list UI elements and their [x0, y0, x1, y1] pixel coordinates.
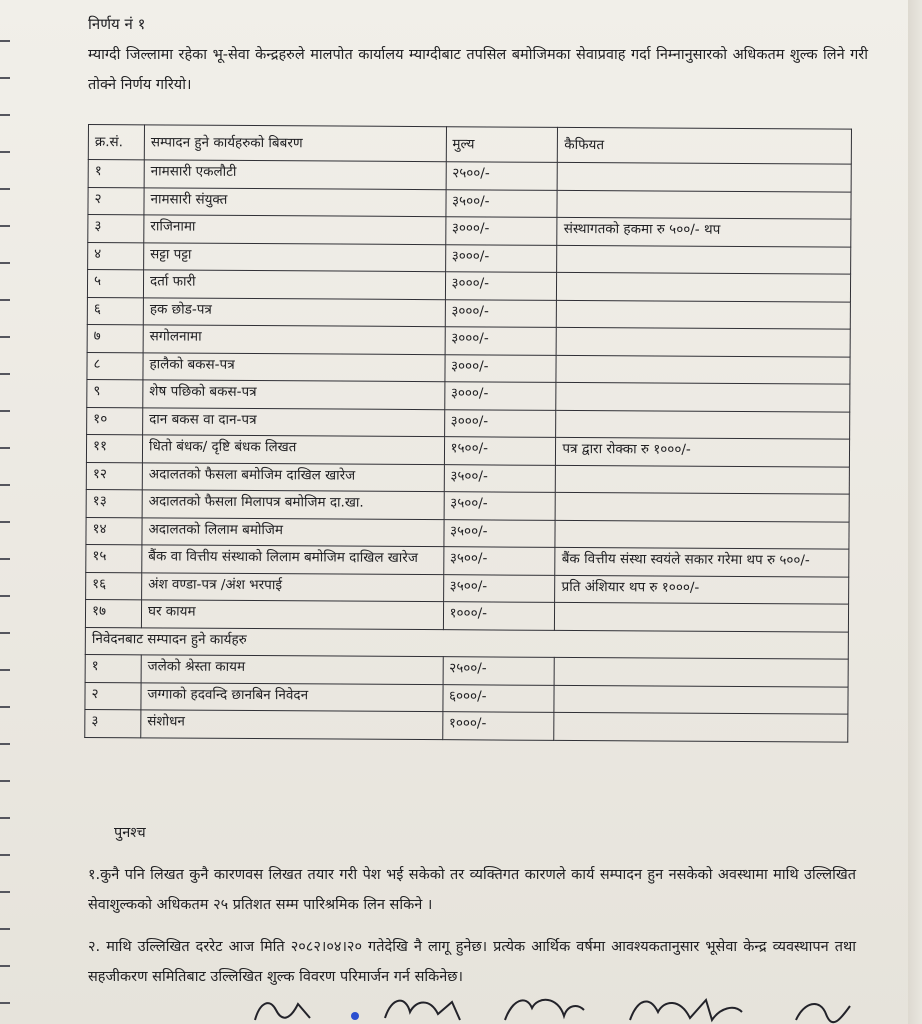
- margin-tick: [0, 706, 10, 708]
- remark-cell: [557, 300, 851, 329]
- price-cell: ३५००/-: [443, 547, 555, 575]
- margin-tick: [0, 188, 10, 190]
- margin-tick: [0, 373, 10, 375]
- signature-4: [630, 1000, 742, 1020]
- price-cell: ३०००/-: [444, 354, 556, 382]
- description-cell: अदालतको फैसला बमोजिम दाखिल खारेज: [142, 462, 444, 491]
- description-cell: हक छोड-पत्र: [143, 297, 445, 326]
- description-cell: अदालतको लिलाम बमोजिम: [142, 517, 444, 546]
- serial-cell: ६: [87, 297, 143, 325]
- description-cell: अदालतको फैसला मिलापत्र बमोजिम दा.खा.: [142, 490, 444, 519]
- serial-cell: २: [88, 187, 144, 215]
- margin-tick: [0, 299, 10, 301]
- serial-cell: १०: [87, 407, 143, 435]
- signatures: [160, 990, 920, 1024]
- signature-5: [796, 1004, 850, 1022]
- price-cell: ६०००/-: [442, 684, 554, 712]
- margin-tick: [0, 965, 10, 967]
- description-cell: दर्ता फारी: [143, 270, 445, 299]
- margin-tick: [0, 336, 10, 338]
- price-cell: ३५००/-: [444, 492, 556, 520]
- serial-cell: ७: [87, 324, 143, 352]
- header-serial: क्र.सं.: [88, 125, 144, 160]
- description-cell: बैंक वा वित्तीय संस्थाको लिलाम बमोजिम दाखिल खारेज: [142, 545, 444, 574]
- decision-title: निर्णय नं १: [88, 15, 146, 33]
- price-cell: ३०००/-: [444, 382, 556, 410]
- remark-cell: संस्थागतको हकमा रु ५००/- थप: [557, 217, 851, 246]
- serial-cell: १: [88, 160, 144, 188]
- description-cell: हालैको बकस-पत्र: [143, 352, 445, 381]
- serial-cell: १७: [85, 599, 141, 627]
- serial-cell: १३: [86, 489, 142, 517]
- decision-intro: म्याग्दी जिल्लामा रहेका भू-सेवा केन्द्रहरुले मालपोत कार्यालय म्याग्दीबाट तपसिल बमोजिमका सेवाप्रवाह गर्दा निम्नानुसारको अधिकतम शुल्क लिने गरी तोक्ने निर्णय गरियो।: [88, 47, 868, 93]
- description-cell: सट्टा पट्टा: [144, 242, 446, 271]
- margin-tick: [0, 40, 10, 42]
- remark-cell: [557, 162, 851, 191]
- price-cell: ३०००/-: [444, 409, 556, 437]
- price-cell: १५००/-: [444, 437, 556, 465]
- description-cell: नामसारी संयुक्त: [144, 187, 446, 216]
- remark-cell: [556, 355, 850, 384]
- signature-2: [385, 1001, 460, 1020]
- ink-stamp-dot: [351, 1012, 359, 1020]
- remark-cell: [556, 465, 850, 494]
- description-cell: अंश वण्डा-पत्र /अंश भरपाई: [142, 572, 444, 601]
- postscript-heading: पुनश्च: [114, 825, 146, 841]
- fee-table: [84, 124, 852, 742]
- margin-tick: [0, 780, 10, 782]
- remark-cell: बैंक वित्तीय संस्था स्वयंले सकार गरेमा थप रु ५००/-: [555, 547, 849, 576]
- margin-tick: [0, 225, 10, 227]
- margin-tick: [0, 77, 10, 79]
- signature-3: [505, 1000, 584, 1020]
- remark-cell: [557, 190, 851, 219]
- description-cell: दान बकस वा दान-पत्र: [143, 407, 445, 436]
- margin-tick: [0, 410, 10, 412]
- fee-table-header: [88, 125, 851, 165]
- description-cell: जग्गाको हदवन्दि छानबिन निवेदन: [141, 682, 443, 711]
- margin-tick: [0, 669, 10, 671]
- price-cell: २५००/-: [446, 162, 558, 190]
- serial-cell: १: [85, 654, 141, 682]
- price-cell: ३५००/-: [443, 519, 555, 547]
- description-cell: धितो बंधक/ दृष्टि बंधक लिखत: [142, 435, 444, 464]
- remark-cell: पत्र द्वारा रोक्का रु १०००/-: [556, 437, 850, 466]
- price-cell: २५००/-: [443, 657, 555, 685]
- margin-tick: [0, 114, 10, 116]
- price-cell: ३५००/-: [443, 574, 555, 602]
- margin-tick: [0, 521, 10, 523]
- description-cell: राजिनामा: [144, 215, 446, 244]
- remark-cell: [556, 382, 850, 411]
- remark-cell: [555, 602, 849, 631]
- description-cell: नामसारी एकलौटी: [144, 160, 446, 189]
- margin-tick: [0, 743, 10, 745]
- margin-tick: [0, 558, 10, 560]
- serial-cell: १२: [86, 462, 142, 490]
- header-price: मुल्य: [446, 127, 558, 163]
- margin-tick: [0, 928, 10, 930]
- remark-cell: [554, 685, 848, 714]
- price-cell: ३०००/-: [445, 299, 557, 327]
- price-cell: ३०००/-: [445, 217, 557, 245]
- price-cell: ३०००/-: [445, 272, 557, 300]
- remark-cell: [555, 492, 849, 521]
- signature-1: [255, 1003, 310, 1020]
- note-item-1: १.कुनै पनि लिखत कुनै कारणवस लिखत तयार गरी पेश भई सकेको तर व्यक्तिगत कारणले कार्य सम्पादन हुन नसकेको अवस्थामा माथि उल्लिखित सेवाशुल्कको अधिकतम २५ प्रतिशत सम्म पारिश्रमिक लिन सकिने ।: [88, 867, 856, 913]
- remark-cell: [554, 712, 848, 741]
- price-cell: ३५००/-: [444, 464, 556, 492]
- section-label: निवेदनबाट सम्पादन हुने कार्यहरु: [85, 627, 848, 659]
- description-cell: शेष पछिको बकस-पत्र: [143, 380, 445, 409]
- serial-cell: ४: [88, 242, 144, 270]
- price-cell: ३५००/-: [445, 189, 557, 217]
- serial-cell: ९: [87, 379, 143, 407]
- header-description: सम्पादन हुने कार्यहरुको बिबरण: [144, 125, 446, 162]
- application-row: [85, 709, 848, 741]
- note-item-2: २. माथि उल्लिखित दररेट आज मिति २०८२।०४।२० गतेदेखि नै लागू हुनेछ। प्रत्येक आर्थिक वर्षमा आवश्यकतानुसार भूसेवा केन्द्र व्यवस्थापन तथा सहजीकरण समितिबाट उल्लिखित शुल्क विवरण परिमार्जन गर्न सकिनेछ।: [88, 939, 856, 985]
- serial-cell: ८: [87, 352, 143, 380]
- price-cell: १०००/-: [442, 712, 554, 740]
- margin-tick: [0, 632, 10, 634]
- header-remarks: कैफियत: [558, 127, 852, 164]
- remark-cell: [555, 520, 849, 549]
- price-cell: ३०००/-: [445, 327, 557, 355]
- margin-tick: [0, 484, 10, 486]
- margin-tick: [0, 1002, 10, 1004]
- margin-tick: [0, 151, 10, 153]
- remark-cell: [557, 245, 851, 274]
- remark-cell: [556, 410, 850, 439]
- serial-cell: १५: [86, 544, 142, 572]
- remark-cell: [557, 272, 851, 301]
- serial-cell: २: [85, 682, 141, 710]
- price-cell: १०००/-: [443, 602, 555, 630]
- description-cell: संशोधन: [141, 710, 443, 739]
- page-edge: [908, 0, 922, 1024]
- margin-tick: [0, 262, 10, 264]
- price-cell: ३०००/-: [445, 244, 557, 272]
- description-cell: घर कायम: [141, 600, 443, 629]
- margin-tick: [0, 447, 10, 449]
- remark-cell: [554, 657, 848, 686]
- serial-cell: १४: [86, 517, 142, 545]
- margin-tick: [0, 854, 10, 856]
- remark-cell: [556, 327, 850, 356]
- remark-cell: प्रति अंशियार थप रु १०००/-: [555, 575, 849, 604]
- serial-cell: १६: [86, 572, 142, 600]
- serial-cell: ११: [86, 434, 142, 462]
- margin-tick: [0, 817, 10, 819]
- serial-cell: ५: [87, 270, 143, 298]
- binder-margin-marks: [0, 0, 16, 1024]
- description-cell: जलेको श्रेस्ता कायम: [141, 655, 443, 684]
- margin-tick: [0, 595, 10, 597]
- serial-cell: ३: [85, 709, 141, 737]
- margin-tick: [0, 891, 10, 893]
- serial-cell: ३: [88, 215, 144, 243]
- description-cell: सगोलनामा: [143, 325, 445, 354]
- postscript-notes: [88, 822, 856, 1004]
